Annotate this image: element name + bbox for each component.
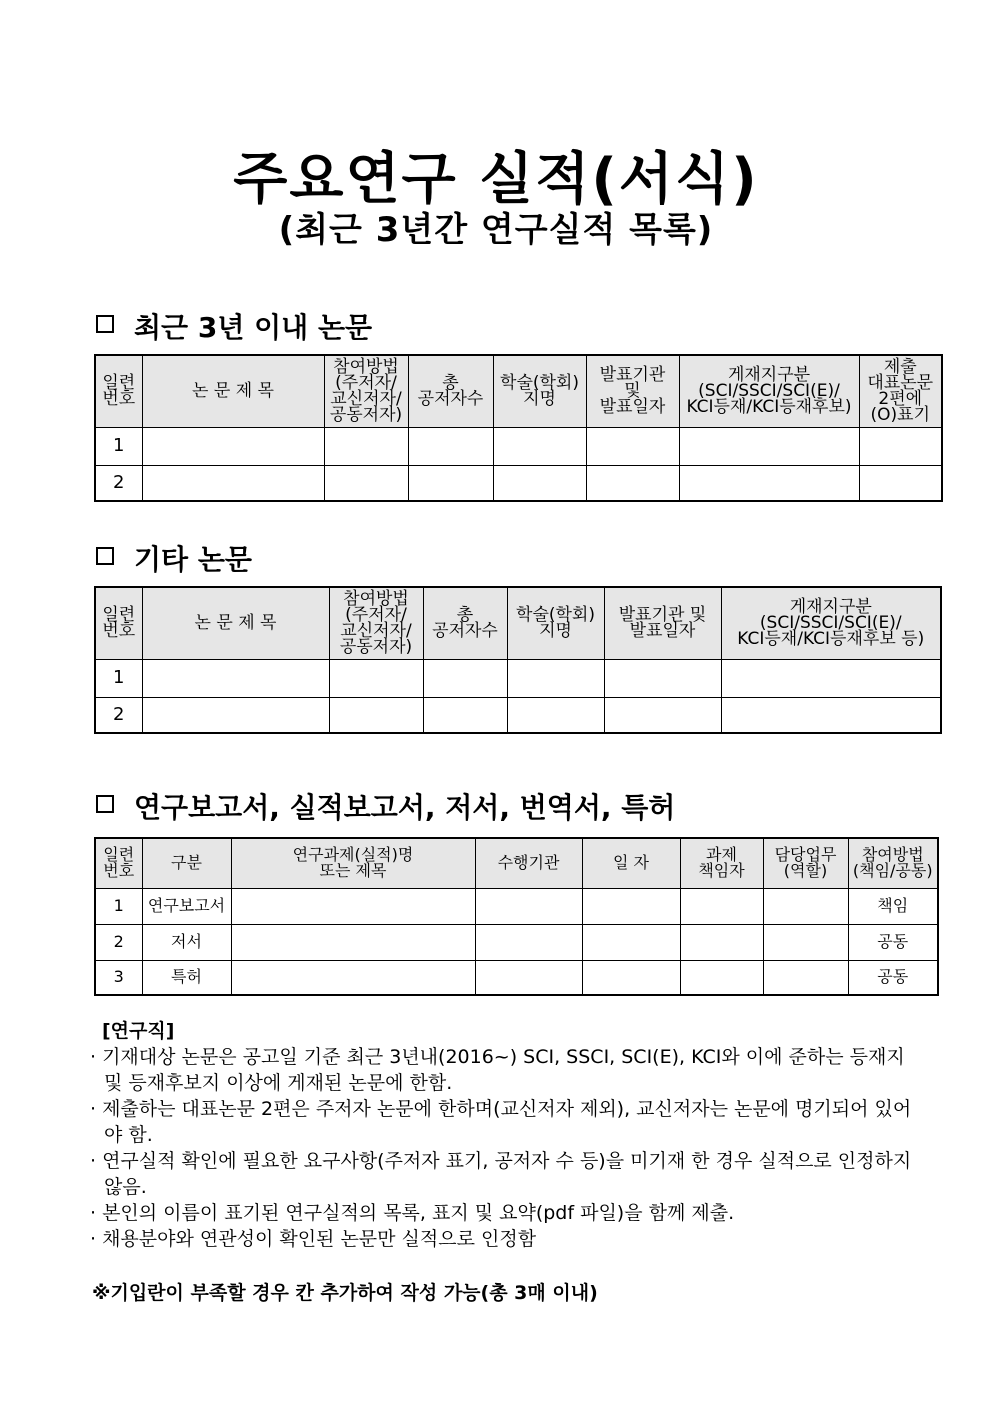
publisher-date-cell[interactable] [604, 697, 721, 733]
project-lead-cell[interactable] [680, 960, 763, 995]
coauthor-count-cell[interactable] [423, 697, 507, 733]
table-header-row [95, 587, 941, 659]
participation-cell[interactable] [324, 465, 408, 501]
header-cell: 제출 대표논문 2편에 (O)표기 [859, 355, 942, 427]
journal-name-cell[interactable] [507, 659, 604, 697]
coauthor-count-cell[interactable] [408, 427, 493, 465]
row-number: 1 [95, 659, 142, 697]
notes-block [90, 1018, 920, 1252]
page-title: 주요연구 실적(서식) [233, 147, 759, 212]
representative-mark-cell[interactable] [859, 427, 942, 465]
coauthor-count-cell[interactable] [408, 465, 493, 501]
row-number: 2 [95, 924, 142, 960]
checkbox-bullet-icon [96, 547, 114, 565]
row-number: 1 [95, 888, 142, 924]
date-cell[interactable] [582, 924, 680, 960]
category-cell: 저서 [142, 924, 231, 960]
header-cell: 일련 번호 [95, 838, 142, 888]
role-cell[interactable] [763, 888, 848, 924]
note-item: · 본인의 이름이 표기된 연구실적의 목록, 표지 및 요약(pdf 파일)을 함께 제출. [90, 1202, 735, 1224]
publisher-date-cell[interactable] [586, 427, 679, 465]
reports-table [94, 837, 939, 996]
header-cell: 구분 [142, 838, 231, 888]
checkbox-bullet-icon [96, 315, 114, 333]
table-row [95, 697, 941, 733]
participation-method-cell: 공동 [848, 924, 938, 960]
category-cell: 특허 [142, 960, 231, 995]
header-cell: 일련 번호 [95, 587, 142, 659]
row-number: 2 [95, 697, 142, 733]
table-row [95, 659, 941, 697]
header-cell: 담당업무 (역할) [763, 838, 848, 888]
header-cell: 참여방법 (주저자/ 교신저자/ 공동저자) [329, 587, 423, 659]
participation-cell[interactable] [329, 697, 423, 733]
paper-title-cell[interactable] [142, 659, 329, 697]
table-header-row [95, 838, 938, 888]
table-row [95, 427, 942, 465]
organization-cell[interactable] [475, 888, 582, 924]
page-subtitle: (최근 3년간 연구실적 목록) [278, 210, 714, 250]
header-cell: 발표기관 및 발표일자 [604, 587, 721, 659]
note-item: · 기재대상 논문은 공고일 기준 최근 3년내(2016~) SCI, SSCI, SCI(E), KCI와 이에 준하는 등재지 및 등재후보지 이상에 게재된 논문에 한함. [90, 1046, 905, 1094]
header-cell: 참여방법 (책임/공동) [848, 838, 938, 888]
section-reports-heading [96, 786, 675, 826]
header-cell: 총 공저자수 [423, 587, 507, 659]
journal-index-cell[interactable] [679, 465, 859, 501]
project-lead-cell[interactable] [680, 924, 763, 960]
role-cell[interactable] [763, 960, 848, 995]
journal-index-cell[interactable] [721, 659, 941, 697]
section-heading-text: 기타 논문 [134, 543, 252, 576]
project-title-cell[interactable] [231, 960, 475, 995]
participation-cell[interactable] [324, 427, 408, 465]
checkbox-bullet-icon [96, 795, 114, 813]
section-recent-papers-heading [96, 306, 372, 346]
header-cell: 과제 책임자 [680, 838, 763, 888]
paper-title-cell[interactable] [142, 697, 329, 733]
publisher-date-cell[interactable] [604, 659, 721, 697]
recent-papers-table [94, 354, 943, 502]
row-number: 3 [95, 960, 142, 995]
header-cell: 학술(학회) 지명 [493, 355, 586, 427]
section-heading-text: 최근 3년 이내 논문 [134, 311, 373, 344]
header-cell: 게재지구분 (SCI/SSCI/SCI(E)/ KCI등재/KCI등재후보 등) [721, 587, 941, 659]
publisher-date-cell[interactable] [586, 465, 679, 501]
notes-heading: [연구직] [102, 1020, 175, 1042]
participation-method-cell: 책임 [848, 888, 938, 924]
header-cell: 수행기관 [475, 838, 582, 888]
header-cell: 일련 번호 [95, 355, 142, 427]
section-other-papers-heading [96, 538, 252, 578]
project-title-cell[interactable] [231, 924, 475, 960]
project-title-cell[interactable] [231, 888, 475, 924]
participation-cell[interactable] [329, 659, 423, 697]
header-cell: 발표기관 및 발표일자 [586, 355, 679, 427]
journal-index-cell[interactable] [679, 427, 859, 465]
journal-index-cell[interactable] [721, 697, 941, 733]
paper-title-cell[interactable] [142, 427, 324, 465]
journal-name-cell[interactable] [493, 427, 586, 465]
header-cell: 게재지구분 (SCI/SSCI/SCI(E)/ KCI등재/KCI등재후보) [679, 355, 859, 427]
organization-cell[interactable] [475, 924, 582, 960]
participation-method-cell: 공동 [848, 960, 938, 995]
role-cell[interactable] [763, 924, 848, 960]
table-header-row [95, 355, 942, 427]
header-cell: 논 문 제 목 [142, 355, 324, 427]
row-number: 1 [95, 427, 142, 465]
footer-note: ※기입란이 부족할 경우 칸 추가하여 작성 가능(총 3매 이내) [92, 1282, 598, 1304]
project-lead-cell[interactable] [680, 888, 763, 924]
header-cell: 논 문 제 목 [142, 587, 329, 659]
table-row [95, 960, 938, 995]
section-heading-text: 연구보고서, 실적보고서, 저서, 번역서, 특허 [134, 791, 676, 824]
date-cell[interactable] [582, 888, 680, 924]
table-row [95, 924, 938, 960]
note-item: · 제출하는 대표논문 2편은 주저자 논문에 한하며(교신저자 제외), 교신저자는 논문에 명기되어 있어야 함. [90, 1098, 912, 1146]
note-item: · 연구실적 확인에 필요한 요구사항(주저자 표기, 공저자 수 등)을 미기재 한 경우 실적으로 인정하지 않음. [90, 1150, 912, 1198]
paper-title-cell[interactable] [142, 465, 324, 501]
header-cell: 연구과제(실적)명 또는 제목 [231, 838, 475, 888]
category-cell: 연구보고서 [142, 888, 231, 924]
header-cell: 총 공저자수 [408, 355, 493, 427]
table-row [95, 888, 938, 924]
note-item: · 채용분야와 연관성이 확인된 논문만 실적으로 인정함 [90, 1228, 537, 1250]
date-cell[interactable] [582, 960, 680, 995]
header-cell: 참여방법 (주저자/ 교신저자/ 공동저자) [324, 355, 408, 427]
header-cell: 학술(학회) 지명 [507, 587, 604, 659]
other-papers-table [94, 586, 942, 734]
row-number: 2 [95, 465, 142, 501]
header-cell: 일 자 [582, 838, 680, 888]
journal-name-cell[interactable] [493, 465, 586, 501]
coauthor-count-cell[interactable] [423, 659, 507, 697]
organization-cell[interactable] [475, 960, 582, 995]
representative-mark-cell[interactable] [859, 465, 942, 501]
table-row [95, 465, 942, 501]
journal-name-cell[interactable] [507, 697, 604, 733]
